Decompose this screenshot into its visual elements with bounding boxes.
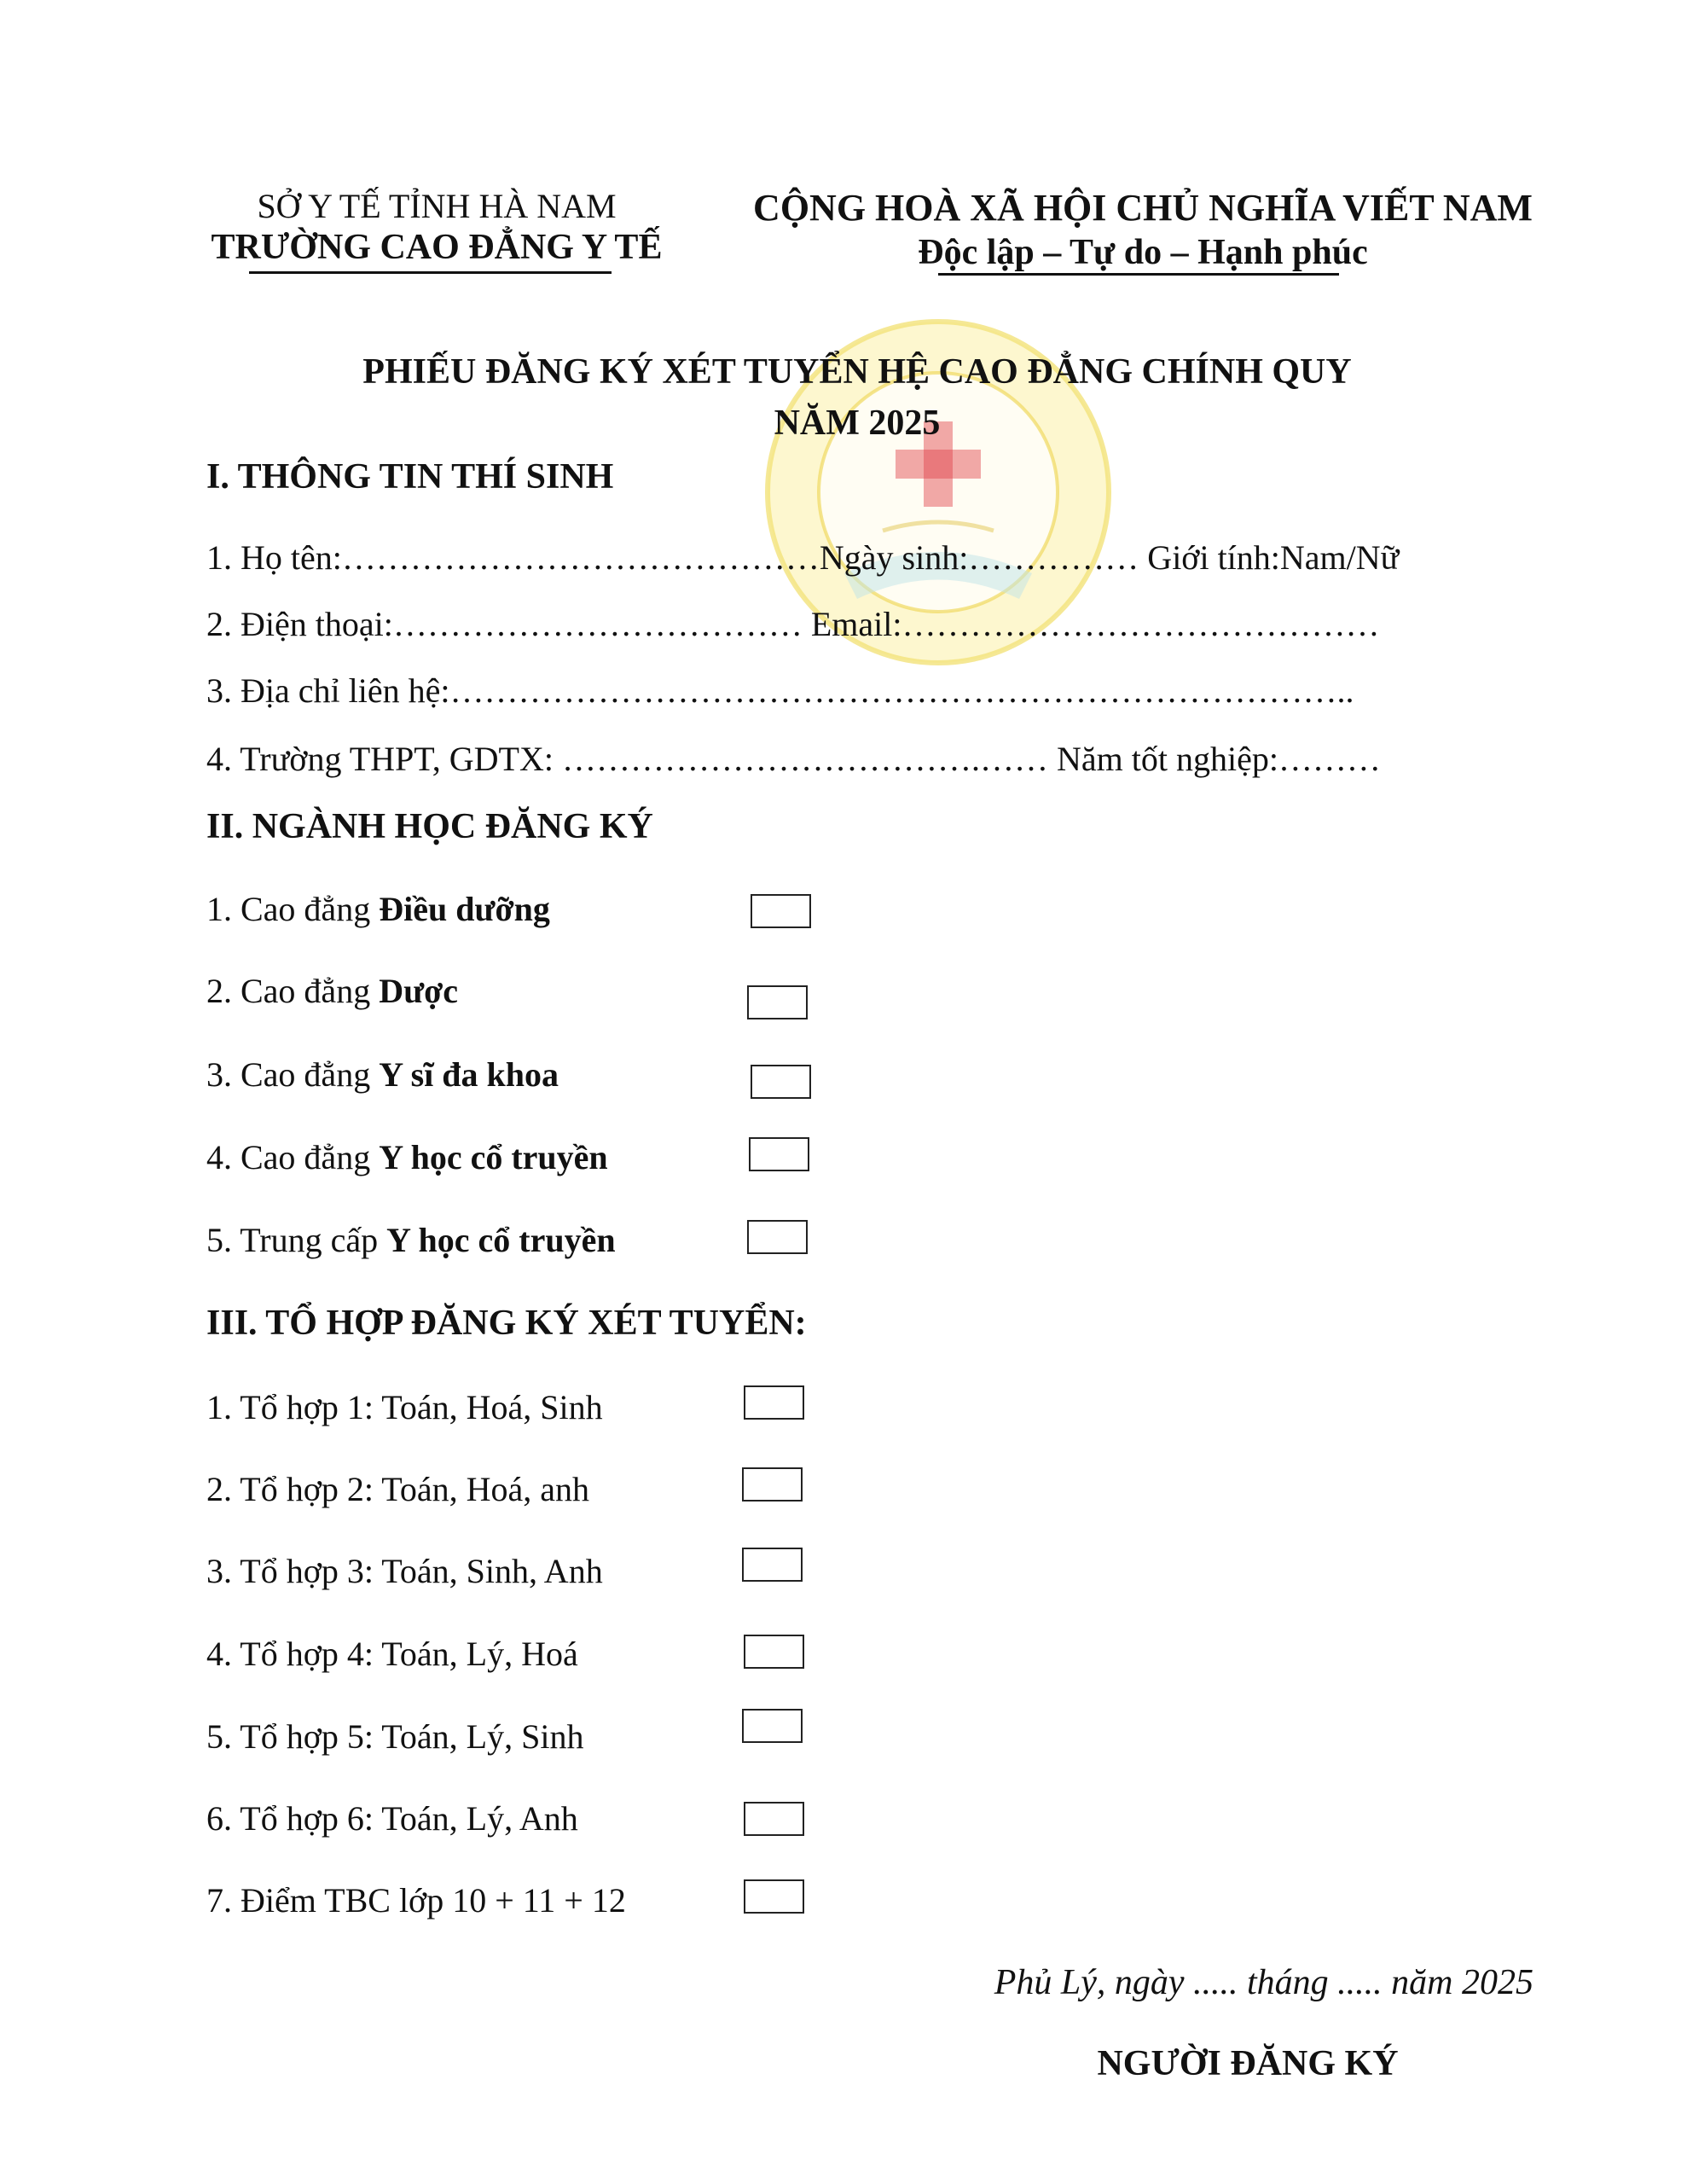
place-date: Phủ Lý, ngày ..... tháng ..... năm 2025	[994, 1963, 1533, 2002]
combination-item: 3. Tổ hợp 3: Toán, Sinh, Anh	[206, 1552, 603, 1590]
checkbox-combination-6[interactable]	[744, 1802, 804, 1836]
section-3-heading: III. TỔ HỢP ĐĂNG KÝ XÉT TUYỂN:	[206, 1304, 807, 1343]
checkbox-major-4[interactable]	[749, 1137, 809, 1171]
section-2-heading: II. NGÀNH HỌC ĐĂNG KÝ	[206, 807, 653, 846]
checkbox-major-5[interactable]	[747, 1220, 808, 1254]
checkbox-major-2[interactable]	[747, 985, 808, 1019]
major-item: 5. Trung cấp Y học cổ truyền	[206, 1221, 616, 1259]
field-school-graduation[interactable]: 4. Trường THPT, GDTX: ……………………………….…… Năm tốt nghiệp:………	[206, 740, 1381, 778]
combination-item: 2. Tổ hợp 2: Toán, Hoá, anh	[206, 1470, 590, 1508]
form-title: PHIẾU ĐĂNG KÝ XÉT TUYỂN HỆ CAO ĐẲNG CHÍNH QUY	[362, 352, 1352, 392]
combination-item: 4. Tổ hợp 4: Toán, Lý, Hoá	[206, 1635, 578, 1673]
checkbox-combination-1[interactable]	[744, 1385, 804, 1420]
department-name: SỞ Y TẾ TỈNH HÀ NAM	[257, 187, 617, 225]
form-year: NĂM 2025	[774, 404, 941, 443]
checkbox-major-3[interactable]	[751, 1065, 811, 1099]
major-item: 2. Cao đẳng Dược	[206, 972, 458, 1010]
checkbox-combination-5[interactable]	[742, 1709, 803, 1743]
field-address[interactable]: 3. Địa chỉ liên hệ:……………………………………………………………………..	[206, 671, 1354, 710]
field-name-dob-gender[interactable]: 1. Họ tên:……………………………………Ngày sinh:…………… Giới tính:Nam/Nữ	[206, 538, 1400, 577]
checkbox-combination-3[interactable]	[742, 1548, 803, 1582]
motto-underline	[938, 273, 1339, 276]
section-1-heading: I. THÔNG TIN THÍ SINH	[206, 457, 614, 497]
signer-label: NGƯỜI ĐĂNG KÝ	[1097, 2044, 1399, 2083]
major-item: 4. Cao đẳng Y học cổ truyền	[206, 1138, 608, 1176]
combination-item: 7. Điểm TBC lớp 10 + 11 + 12	[206, 1881, 626, 1920]
school-underline	[249, 271, 612, 274]
combination-item: 1. Tổ hợp 1: Toán, Hoá, Sinh	[206, 1388, 603, 1426]
field-phone-email[interactable]: 2. Điện thoại:……………………………… Email:……………………………………	[206, 605, 1380, 643]
checkbox-combination-7[interactable]	[744, 1879, 804, 1914]
school-name: TRƯỜNG CAO ĐẲNG Y TẾ	[211, 228, 663, 267]
major-item: 1. Cao đẳng Điều dưỡng	[206, 890, 550, 928]
motto: Độc lập – Tự do – Hạnh phúc	[918, 233, 1368, 272]
combination-item: 6. Tổ hợp 6: Toán, Lý, Anh	[206, 1799, 578, 1838]
checkbox-combination-2[interactable]	[742, 1467, 803, 1502]
checkbox-major-1[interactable]	[751, 894, 811, 928]
nation-title: CỘNG HOÀ XÃ HỘI CHỦ NGHĨA VIẾT NAM	[753, 187, 1533, 229]
major-item: 3. Cao đẳng Y sĩ đa khoa	[206, 1055, 559, 1094]
combination-item: 5. Tổ hợp 5: Toán, Lý, Sinh	[206, 1717, 584, 1756]
checkbox-combination-4[interactable]	[744, 1635, 804, 1669]
